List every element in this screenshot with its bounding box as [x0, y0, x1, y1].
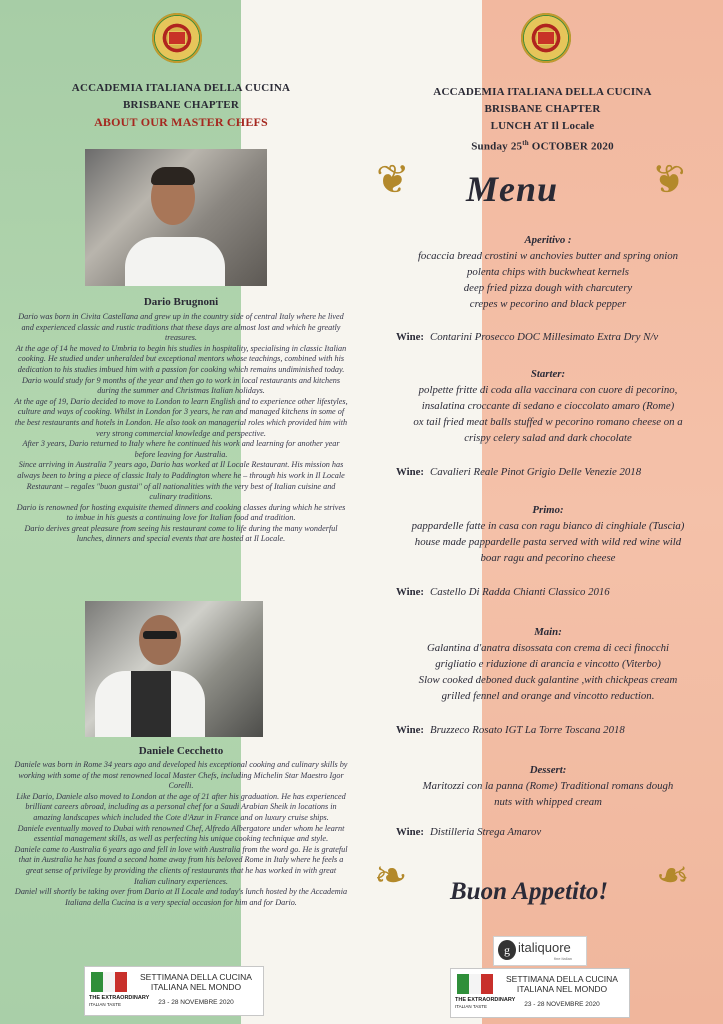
- menu-aperitivo: Aperitivo : focaccia bread crostini w anchovies butter and spring onion polenta chips with buckwheat kernels deep fried pizza dough with charcutery crepes w pecorino and black pepper: [417, 234, 679, 310]
- wine-line: Wine: Contarini Prosecco DOC Millesimato Extra Dry N/v: [396, 331, 659, 343]
- chef-photo-dario: [85, 149, 267, 286]
- accademia-seal-logo: [152, 13, 202, 63]
- menu-main: Main: Galantina d'anatra disossata con crema di ceci finocchi grigliatio e riduzione di arancia e vincotto (Viterbo) Slow cooked deboned duck galantine ,with chickpeas cream grilled fennel and orange and vincotto reduction.: [418, 626, 678, 702]
- buon-appetito: Buon Appetito!: [450, 878, 609, 905]
- chef-bio-daniele: Daniele was born in Rome 34 years ago and developed his exceptional cooking and culinary skills by working with some of the most renowned local Master Chefs, including Michelin Star Maestro Igor Corelli. Like Dario, Daniele also moved to London at the age of 21 after his graduation. He has experienced brilliant careers abroad, including as a personal chef for a Saudi Arabian Sheik in locations in amazing landscapes which included the Cote d'Azur in France and on luxury cruise ships. Daniele eventually moved to Dubai with renowned Chef, Alfredo Albergatore under whom he learnt essential management skills, as well as perfecting his unique cooking technique and style. Daniele came to Australia 6 years ago and fell in love with Australia from the word go. He is grateful that in Australia he has found a second home away from his beloved Rome in Italy where he feels a great sense of privilege by providing the clients of restaurants that he has worked in with great Italian culinary experiences. Daniel will shortly be taking over from Dario at Il Locale and today's lunch hosted by the Accademia Italiana della Cucina is a very special occasion for him and for Dario.: [14, 760, 348, 907]
- gold-flourish-icon: ❦: [652, 157, 686, 202]
- event-date: Sunday 25th OCTOBER 2020: [471, 139, 614, 153]
- gold-flourish-icon: ❧: [656, 853, 690, 898]
- chapter-name: BRISBANE CHAPTER: [123, 99, 239, 111]
- org-name: ACCADEMIA ITALIANA DELLA CUCINA: [71, 82, 291, 94]
- left-header: [0, 80, 362, 131]
- chef-name-dario: Dario Brugnoni: [143, 296, 219, 308]
- chef-photo-daniele: [85, 601, 263, 737]
- wine-line: Wine: Cavalieri Reale Pinot Grigio Delle Venezie 2018: [396, 466, 642, 478]
- section-title: ABOUT OUR MASTER CHEFS: [94, 115, 268, 129]
- settimana-badge-right: THE EXTRAORDINARY ITALIAN TASTE SETTIMANA DELLA CUCINA ITALIANA NEL MONDO 23 - 28 NOVEMBRE 2020: [450, 968, 630, 1018]
- italiquore-logo: g italiquore fine italian: [493, 936, 587, 966]
- italy-flag-icon: [457, 974, 493, 994]
- gold-flourish-icon: ❦: [376, 157, 410, 202]
- chef-bio-dario: Dario was born in Civita Castellana and grew up in the country side of central Italy where he lived and experienced classic and rustic traditions that these days are almost lost and which he greatly treasures. At the age of 14 he moved to Umbria to begin his studies in hospitality, specialising in classic Italian cooking. He studied under unheralded but exceptional mentors whose teachings, combined with his dedication to his studies imbued him with a passion for cooking which remains undiminished today. Dario would study for 9 months of the year and then go to work in local restaurants and kitchens during the summer and Christmas Italian holidays. At the age of 19, Dario decided to move to London to learn English and to experience other lifestyles, culture and ways of cooking. Whilst in London for 3 years, he ran and managed kitchens in some of the best restaurants and hotels in London. He also took on managerial roles which provided him with very strong commercial knowledge and perspective. After 3 years, Dario returned to Italy where he continued his work and learning for another year before leaving for Australia. Since arriving in Australia 7 years ago, Dario has worked at Il Locale Restaurant. His mission has always been to bring a piece of classic Italy to Paddington where he – through his work in Il Locale Restaurant – regales "buon gustai" of all nationalities with the very best of Italian cuisine and culinary traditions. Dario is renowned for hosting exquisite themed dinners and cooking classes during which he strives to imbue in his guests a continuing love for Italian food and tradition. Dario derives great pleasure from seeing his restaurant come to life during the many wonderful lunches, dinners and special events that are hosted at Il Locale.: [14, 312, 348, 544]
- wine-line: Wine: Castello Di Radda Chianti Classico 2016: [396, 586, 610, 598]
- right-header: ACCADEMIA ITALIANA DELLA CUCINA BRISBANE CHAPTER LUNCH AT Il Locale Sunday 25th OCTOBER 2020: [362, 84, 723, 156]
- accademia-seal-logo-right: [521, 13, 571, 63]
- menu-starter: Starter: polpette fritte di coda alla vaccinara con cuore di pecorino, insalatina croccante di sedano e cioccolato amaro (Rome) ox tail fried meat balls stuffed w pecorino romano cheese on a crispy celery salad and dark chocolate: [413, 368, 683, 444]
- italiquore-icon: g: [498, 940, 516, 960]
- menu-primo: Primo: pappardelle fatte in casa con ragu bianco di cinghiale (Tuscia) house made pappardelle pasta served with wild red wine wild boar ragu and pecorino cheese: [411, 504, 685, 564]
- wine-line: Wine: Bruzzeco Rosato IGT La Torre Toscana 2018: [396, 724, 625, 736]
- menu-title: Menu: [466, 169, 559, 209]
- settimana-badge-left: THE EXTRAORDINARY ITALIAN TASTE SETTIMANA DELLA CUCINA ITALIANA NEL MONDO 23 - 28 NOVEMBRE 2020: [84, 966, 264, 1016]
- gold-flourish-icon: ❧: [374, 853, 408, 898]
- menu-dessert: Dessert: Maritozzi con la panna (Rome) Traditional romans dough nuts with whipped cream: [422, 764, 674, 808]
- italy-flag-icon: [91, 972, 127, 992]
- wine-line: Wine: Distilleria Strega Amarov: [396, 826, 542, 838]
- chef-name-daniele: Daniele Cecchetto: [138, 745, 224, 757]
